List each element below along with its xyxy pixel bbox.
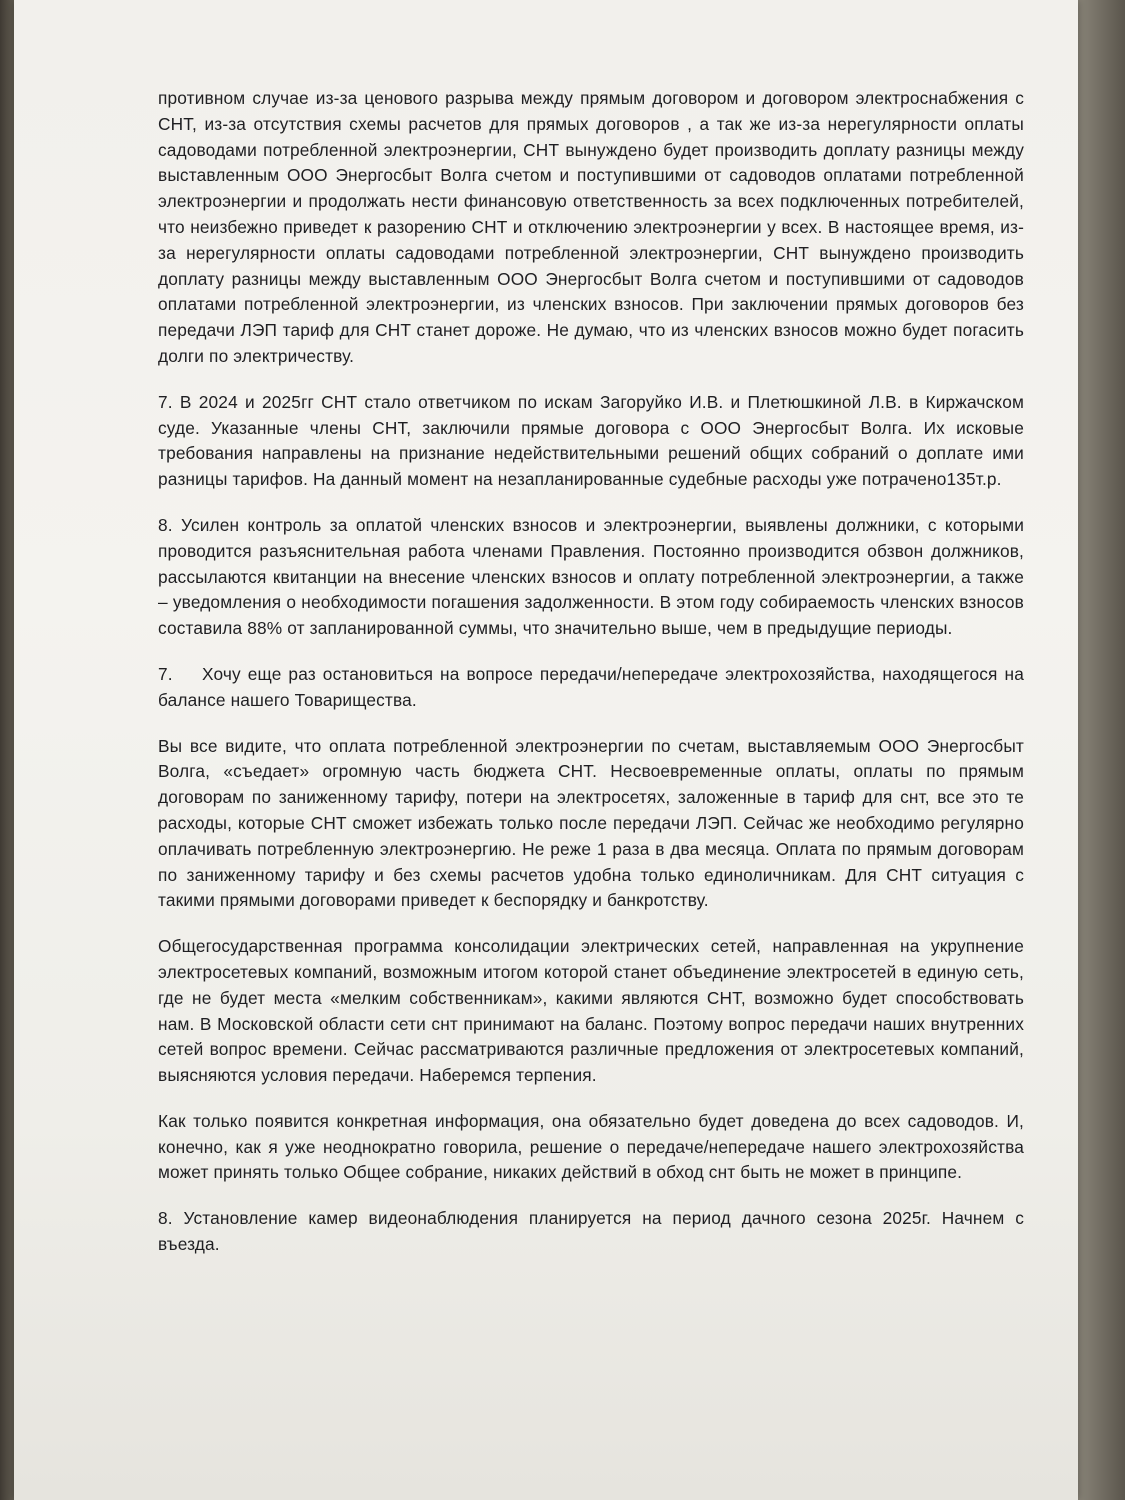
background-right [1075,0,1125,1500]
item-text: Хочу еще раз остановиться на вопросе передачи/непередаче электрохозяйства, находящегося на балансе нашего Товарищества. [158,663,1024,710]
paragraph-continuation: противном случае из-за ценового разрыва между прямым договором и договором электроснабжения с СНТ, из-за отсутствия схемы расчетов для прямых договоров , а так же из-за нерегулярности оплаты садоводами потребленной электроэнергии, СНТ вынуждено будет производить доплату разницы между выставленным ООО Энергосбыт Волга счетом и поступившими от садоводов оплатами потребленной электроэнергии и продолжать нести финансовую ответственность за всех подключенных потребителей, что неизбежно приведет к разорению СНТ и отключению электроэнергии у всех. В настоящее время, из-за нерегулярности оплаты садоводами потребленной электроэнергии, СНТ вынуждено производить доплату разницы между выставленным ООО Энергосбыт Волга счетом и поступившими от садоводов оплатами потребленной электроэнергии, из членских взносов. При заключении прямых договоров без передачи ЛЭП тариф для СНТ станет дороже. Не думаю, что из членских взносов можно будет погасить долги по электричеству. [158,88,1024,366]
paragraph-item-8-cameras: 8. Установление камер видеонаблюдения планируется на период дачного сезона 2025г. Начнем с въезда. [158,1208,1024,1255]
item-number: 7. [158,663,173,684]
paragraph-program: Общегосударственная программа консолидации электрических сетей, направленная на укрупнение электросетевых компаний, возможным итогом которой станет объединение электросетей в единую сеть, где не будет места «мелким собственникам», какими являются СНТ, возможно будет способствовать нам. В Московской области сети снт принимают на баланс. Поэтому вопрос передачи наших внутренних сетей вопрос времени. Сейчас рассматриваются различные предложения от электросетевых компаний, выясняются условия передачи. Наберемся терпения. [158,936,1024,1086]
document-body [158,86,1024,1278]
paragraph-item-7-power-transfer [158,662,1024,714]
paragraph-item-8-payments-control: 8. Усилен контроль за оплатой членских взносов и электроэнергии, выявлены должники, с которыми проводится разъяснительная работа членами Правления. Постоянно производится обзвон должников, рассылаются квитанции на внесение членских взносов и оплату потребленной электроэнергии, а также – уведомления о необходимости погашения задолженности. В этом году собираемость членских взносов составила 88% от запланированной суммы, что значительно выше, чем в предыдущие периоды. [158,514,1024,639]
paragraph-information: Как только появится конкретная информация, она обязательно будет доведена до всех садоводов. И, конечно, как я уже неоднократно говорила, решение о передаче/непередаче нашего электрохозяйства может принять только Общее собрание, никаких действий в обход снт быть не может в принципе. [158,1110,1024,1183]
paper-sheet [14,0,1078,1500]
paragraph-item-7-lawsuits: 7. В 2024 и 2025гг СНТ стало ответчиком по искам Загоруйко И.В. и Плетюшкиной Л.В. в Киржачском суде. Указанные члены СНТ, заключили прямые договора с ООО Энергосбыт Волга. Их исковые требования направлены на признание недействительными решений общих собраний о доплате ими разницы тарифов. На данный момент на незапланированные судебные расходы уже потрачено135т.р. [158,391,1024,490]
paragraph-budget: Вы все видите, что оплата потребленной электроэнергии по счетам, выставляемым ООО Энергосбыт Волга, «съедает» огромную часть бюджета СНТ. Несвоевременные оплаты, оплаты по прямым договорам по заниженному тарифу, потери на электросетях, заложенные в тариф для снт, все это те расходы, которые СНТ сможет избежать только после передачи ЛЭП. Сейчас же необходимо регулярно оплачивать потребленную электроэнергию. Не реже 1 раза в два месяца. Оплата по прямым договорам по заниженному тарифу и без схемы расчетов удобна только единоличникам. Для СНТ ситуация с такими прямыми договорами приведет к беспорядку и банкротству. [158,735,1024,911]
